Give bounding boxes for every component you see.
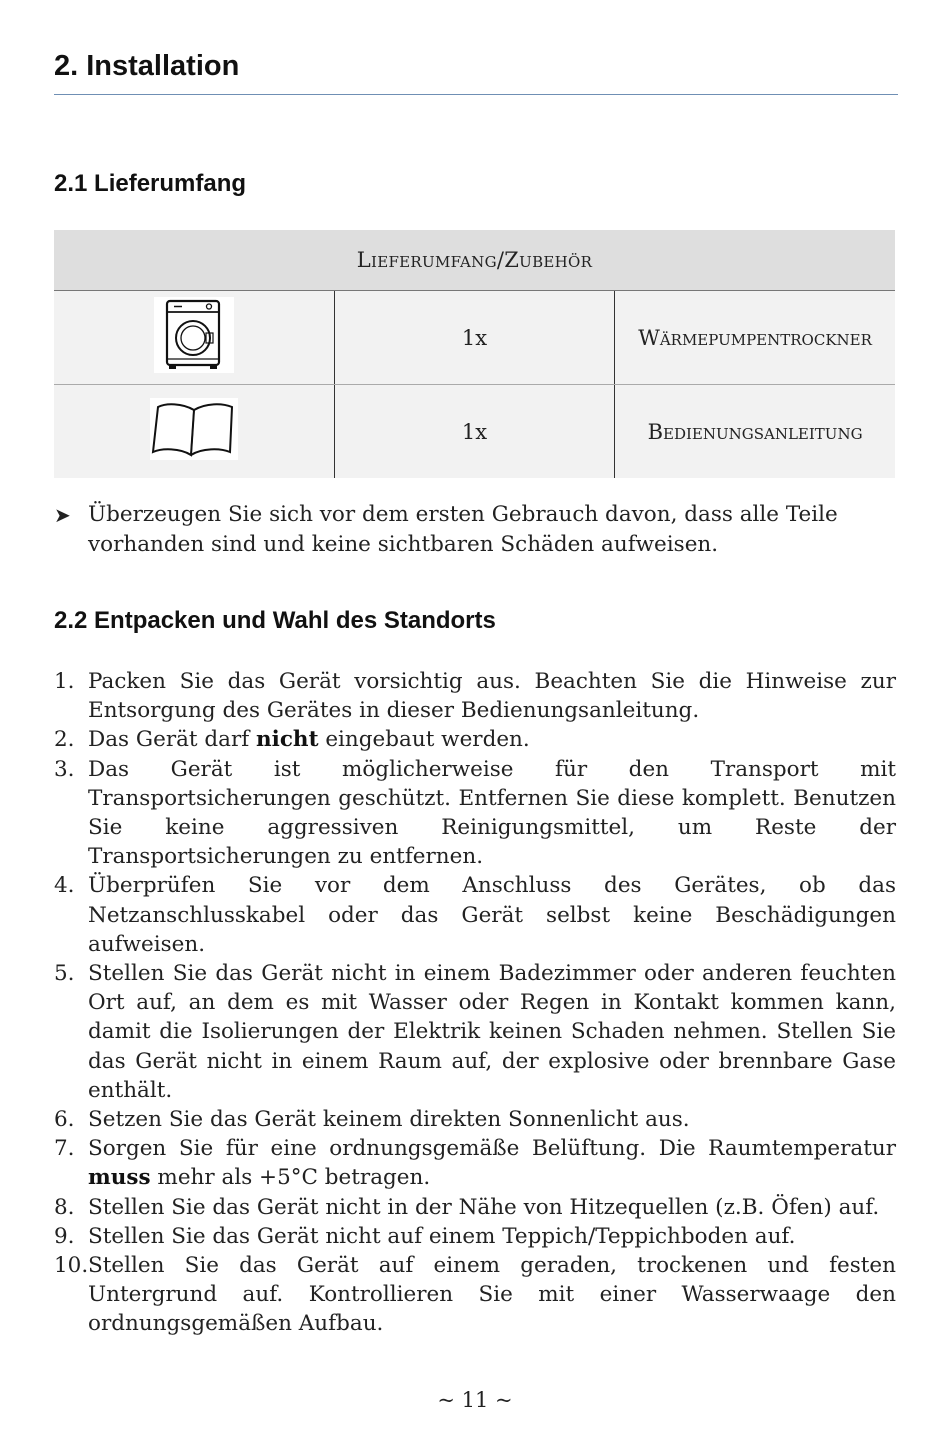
table-header: Lieferumfang/Zubehör — [54, 230, 895, 291]
list-item-number: 8. — [54, 1194, 75, 1220]
manual-book-icon — [150, 398, 238, 460]
list-item — [54, 667, 896, 725]
list-item-text-part: eingebaut werden. — [318, 727, 530, 753]
list-item-text: Packen Sie das Gerät vorsichtig aus. Beachten Sie die Hinweise zur Entsorgung des Gerätes in dieser Bedienungsanleitung. — [88, 669, 896, 724]
list-item — [54, 1193, 896, 1222]
list-item — [54, 1222, 896, 1251]
list-item-number: 9. — [54, 1223, 75, 1249]
list-item — [54, 1105, 896, 1134]
list-item — [54, 959, 896, 1105]
list-item — [54, 871, 896, 959]
dryer-icon — [154, 297, 234, 373]
list-item-number: 4. — [54, 873, 75, 899]
table-cell-image — [54, 291, 334, 385]
list-item-emphasis: nicht — [256, 727, 319, 753]
table-cell-item: Bedienungsanleitung — [615, 385, 895, 479]
delivery-note — [54, 500, 896, 560]
list-item-text-part: Sorgen Sie für eine ordnungsgemäße Belüftung. Die Raumtemperatur — [88, 1136, 896, 1162]
list-item-text: Stellen Sie das Gerät auf einem geraden, trockenen und festen Untergrund auf. Kontrollieren Sie mit einer Wasserwaage den ordnungsgemäßen Aufbau. — [88, 1253, 896, 1337]
list-item — [54, 1134, 896, 1192]
table-cell-image — [54, 385, 334, 479]
list-item-number: 2. — [54, 727, 75, 753]
page-number: ~ 11 ~ — [437, 1388, 513, 1412]
table-row — [54, 385, 895, 479]
table-cell-qty: 1x — [334, 385, 614, 479]
list-item-text — [88, 1134, 896, 1192]
title-rule — [54, 94, 898, 95]
list-item-text-part: mehr als +5°C betragen. — [150, 1165, 431, 1191]
delivery-table — [54, 230, 895, 478]
unpacking-steps — [54, 667, 896, 1339]
list-item-text: Stellen Sie das Gerät nicht in der Nähe von Hitzequellen (z.B. Öfen) auf. — [88, 1194, 880, 1220]
list-item-number: 10. — [54, 1253, 89, 1279]
list-item-emphasis: muss — [88, 1165, 151, 1191]
list-item-number: 6. — [54, 1107, 75, 1133]
list-item-text: Überprüfen Sie vor dem Anschluss des Gerätes, ob das Netzanschlusskabel oder das Gerät selbst keine Beschädigungen aufweisen. — [88, 873, 896, 957]
table-cell-item: Wärmepumpentrockner — [615, 291, 895, 385]
list-item-text: Setzen Sie das Gerät keinem direkten Sonnenlicht aus. — [88, 1107, 690, 1133]
list-item — [54, 725, 896, 754]
subsection-title-delivery: 2.1 Lieferumfang — [54, 170, 247, 197]
list-item-number: 7. — [54, 1136, 75, 1162]
list-item-text: Das Gerät ist möglicherweise für den Transport mit Transportsicherungen geschützt. Entfernen Sie diese komplett. Benutzen Sie keine aggressiven Reinigungsmittel, um Reste der Transportsicherungen zu entfernen. — [88, 756, 896, 870]
list-item-text: Stellen Sie das Gerät nicht in einem Badezimmer oder anderen feuchten Ort auf, an dem es mit Wasser oder Regen in Kontakt kommen kann, damit die Isolierungen der Elektrik keinen Schaden nehmen. Stellen Sie das Gerät nicht in einem Raum auf, der explosive oder brennbare Gase enthält. — [88, 961, 896, 1103]
table-cell-qty: 1x — [334, 291, 614, 385]
list-item-text-part: Das Gerät darf — [88, 727, 257, 753]
list-item-number: 5. — [54, 961, 75, 987]
list-item — [54, 1251, 896, 1339]
section-title: 2. Installation — [54, 50, 240, 82]
list-item-number: 1. — [54, 669, 75, 694]
subsection-title-unpacking: 2.2 Entpacken und Wahl des Standorts — [54, 607, 496, 634]
delivery-note-text: Überzeugen Sie sich vor dem ersten Gebrauch davon, dass alle Teile vorhanden sind und keine sichtbaren Schäden aufweisen. — [88, 502, 838, 557]
table-row — [54, 291, 895, 385]
list-item-number: 3. — [54, 756, 75, 782]
list-item — [54, 755, 896, 872]
arrow-bullet-icon: ➤ — [54, 503, 71, 527]
list-item-text — [88, 725, 896, 754]
list-item-text: Stellen Sie das Gerät nicht auf einem Teppich/Teppichboden auf. — [88, 1223, 796, 1249]
